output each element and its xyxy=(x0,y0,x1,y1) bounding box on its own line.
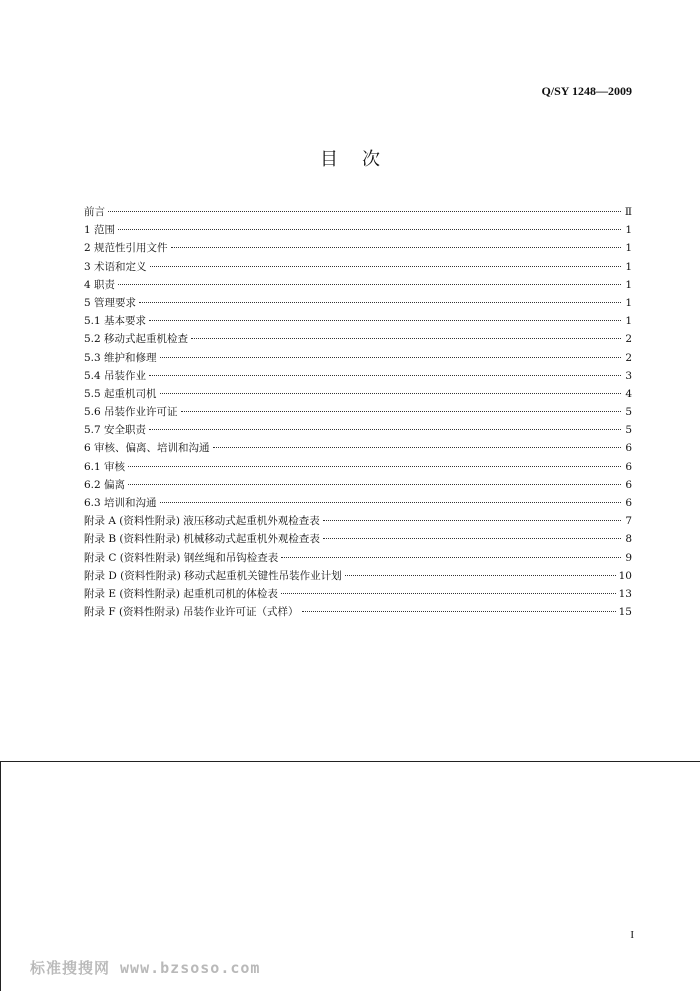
toc-leader-dots xyxy=(160,393,621,394)
toc-entry[interactable] xyxy=(84,458,632,476)
toc-leader-dots xyxy=(149,375,621,376)
toc-entry-label: 5.7 安全职责 xyxy=(84,424,147,437)
toc-entry[interactable] xyxy=(84,421,632,439)
toc-entry[interactable] xyxy=(84,512,632,530)
toc-entry[interactable] xyxy=(84,549,632,567)
toc-entry-label: 5.2 移动式起重机检查 xyxy=(84,333,189,346)
toc-entry[interactable] xyxy=(84,203,632,221)
toc-entry[interactable] xyxy=(84,276,632,294)
toc-entry[interactable] xyxy=(84,585,632,603)
toc-leader-dots xyxy=(118,284,621,285)
toc-entry[interactable] xyxy=(84,567,632,585)
toc-entry-label: 4 职责 xyxy=(84,278,116,291)
toc-entry-page: 9 xyxy=(625,551,632,564)
toc-entry-page: 2 xyxy=(625,351,632,364)
toc-entry-page: 5 xyxy=(625,424,632,437)
toc-leader-dots xyxy=(281,557,621,558)
toc-entry[interactable] xyxy=(84,221,632,239)
toc-entry[interactable] xyxy=(84,439,632,457)
toc-entry-page: 1 xyxy=(625,242,632,255)
toc-leader-dots xyxy=(181,411,621,412)
toc-leader-dots xyxy=(160,502,621,503)
toc-entry-label: 3 术语和定义 xyxy=(84,260,147,273)
toc-entry[interactable] xyxy=(84,330,632,348)
toc-entry-page: Ⅱ xyxy=(624,206,632,218)
toc-entry-label: 附录 A (资料性附录) 液压移动式起重机外观检查表 xyxy=(84,515,320,528)
toc-entry-page: 13 xyxy=(618,587,632,600)
toc-entry-label: 6.2 偏离 xyxy=(84,478,126,491)
toc-entry-label: 6.1 审核 xyxy=(84,460,126,473)
toc-entry[interactable] xyxy=(84,494,632,512)
toc-entry-label: 6 审核、偏离、培训和沟通 xyxy=(84,442,210,455)
toc-entry-page: 1 xyxy=(625,260,632,273)
toc-entry-page: 1 xyxy=(625,315,632,328)
toc-entry[interactable] xyxy=(84,476,632,494)
toc-leader-dots xyxy=(323,538,621,539)
toc-entry-page: 5 xyxy=(625,406,632,419)
toc-entry-page: 8 xyxy=(625,533,632,546)
toc-entry-label: 6.3 培训和沟通 xyxy=(84,497,157,509)
toc-leader-dots xyxy=(160,357,621,358)
toc-leader-dots xyxy=(108,211,621,212)
toc-entry-label: 附录 E (资料性附录) 起重机司机的体检表 xyxy=(84,587,278,600)
toc-entry-label: 附录 C (资料性附录) 钢丝绳和吊钩检查表 xyxy=(84,551,279,564)
toc-leader-dots xyxy=(281,593,616,594)
toc-leader-dots xyxy=(149,429,621,430)
toc-entry-label: 5.4 吊装作业 xyxy=(84,369,147,382)
toc-leader-dots xyxy=(213,447,621,448)
toc-entry[interactable] xyxy=(84,294,632,312)
toc-entry[interactable] xyxy=(84,349,632,367)
toc-entry-label: 5.6 吊装作业许可证 xyxy=(84,406,178,419)
toc-leader-dots xyxy=(128,484,621,485)
standard-code: Q/SY 1248—2009 xyxy=(541,84,632,98)
toc-entry-page: 7 xyxy=(625,515,632,528)
toc-entry-page: 6 xyxy=(625,478,632,491)
toc-entry[interactable] xyxy=(84,312,632,330)
toc-entry[interactable] xyxy=(84,385,632,403)
toc-title: 目次 xyxy=(320,149,404,170)
toc-entry-label: 附录 F (资料性附录) 吊装作业许可证（式样） xyxy=(84,606,299,619)
toc-leader-dots xyxy=(323,520,621,521)
toc-entry[interactable] xyxy=(84,367,632,385)
toc-entry-page: 6 xyxy=(625,442,632,455)
toc-leader-dots xyxy=(191,338,621,339)
toc-entry[interactable] xyxy=(84,403,632,421)
toc-leader-dots xyxy=(345,575,616,576)
toc-entry[interactable] xyxy=(84,603,632,621)
toc-entry-label: 前言 xyxy=(84,206,105,218)
toc-entry-page: 1 xyxy=(625,278,632,291)
toc-leader-dots xyxy=(118,229,621,230)
watermark: 标准搜搜网 www.bzsoso.com xyxy=(30,959,261,977)
toc-entry-label: 附录 B (资料性附录) 机械移动式起重机外观检查表 xyxy=(84,533,320,546)
toc-entry-page: 6 xyxy=(625,460,632,473)
toc-entry-page: 15 xyxy=(618,606,632,619)
toc-leader-dots xyxy=(171,247,621,248)
toc-entry-page: 4 xyxy=(625,387,632,400)
toc-leader-dots xyxy=(150,266,621,267)
page-number: I xyxy=(630,929,634,941)
toc-leader-dots xyxy=(139,302,621,303)
toc-list xyxy=(84,203,632,621)
toc-entry-page: 2 xyxy=(625,333,632,346)
toc-entry-page: 10 xyxy=(618,569,632,582)
toc-entry[interactable] xyxy=(84,239,632,257)
toc-leader-dots xyxy=(149,320,621,321)
toc-entry[interactable] xyxy=(84,258,632,276)
toc-entry-label: 1 范围 xyxy=(84,224,116,237)
toc-entry[interactable] xyxy=(84,530,632,548)
toc-entry-label: 5.1 基本要求 xyxy=(84,315,147,328)
toc-entry-label: 5.3 维护和修理 xyxy=(84,351,157,364)
toc-entry-label: 附录 D (资料性附录) 移动式起重机关键性吊装作业计划 xyxy=(84,569,342,582)
toc-entry-label: 5.5 起重机司机 xyxy=(84,387,157,400)
toc-entry-label: 5 管理要求 xyxy=(84,296,137,309)
toc-leader-dots xyxy=(128,466,621,467)
toc-entry-label: 2 规范性引用文件 xyxy=(84,242,168,255)
toc-entry-page: 3 xyxy=(625,369,632,382)
toc-entry-page: 1 xyxy=(625,224,632,237)
toc-leader-dots xyxy=(302,611,616,612)
toc-entry-page: 1 xyxy=(625,296,632,309)
toc-entry-page: 6 xyxy=(625,497,632,509)
